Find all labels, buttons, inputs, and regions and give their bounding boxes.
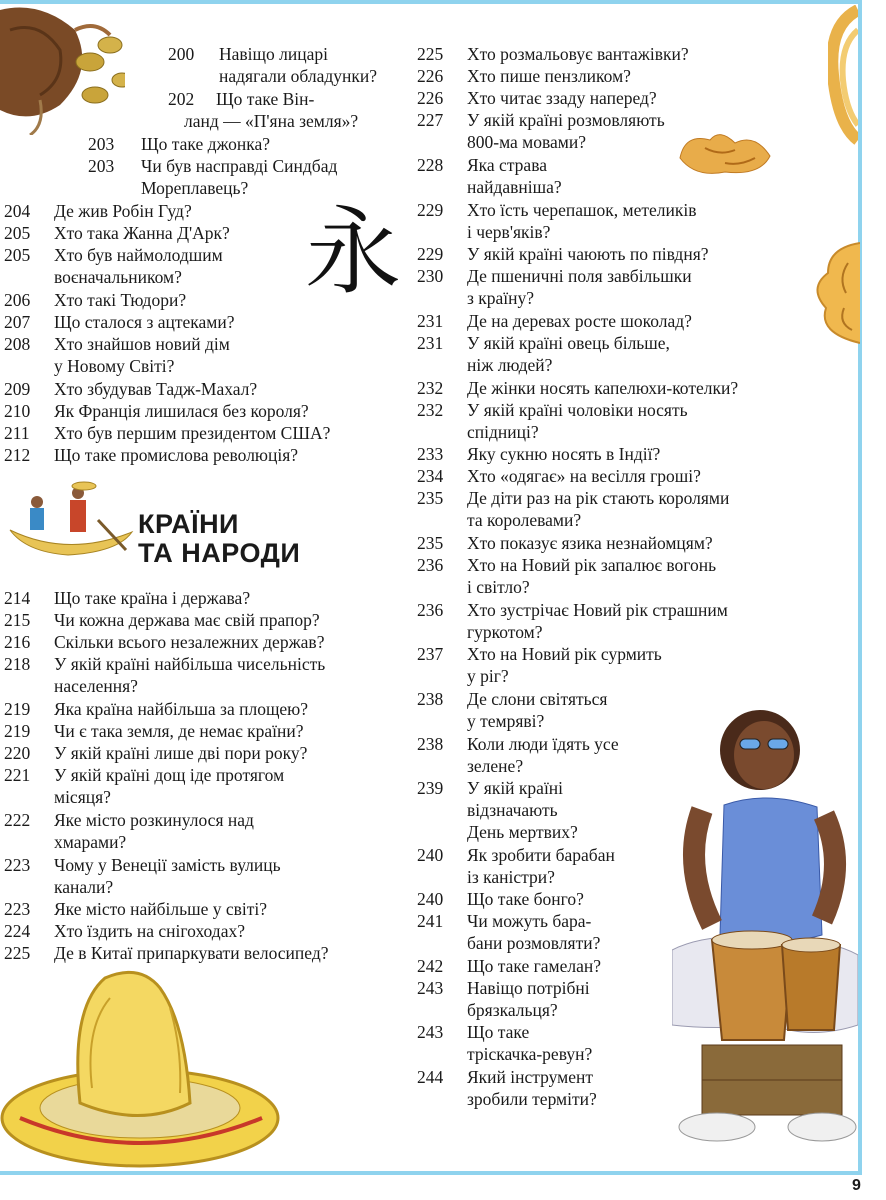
toc-page-number: 241	[417, 911, 444, 931]
toc-page-number: 203	[88, 134, 115, 154]
page-frame-bottom	[0, 1171, 862, 1175]
toc-page-number: 226	[417, 88, 444, 108]
toc-page-number: 229	[417, 200, 444, 220]
toc-page-number: 218	[4, 654, 31, 674]
toc-question: Хто «одягає» на весілля гроші?	[467, 466, 701, 486]
toc-question: У якій країні найбільша чисельність населення?	[54, 654, 326, 696]
toc-page-number: 210	[4, 401, 31, 421]
toc-page-number: 203	[88, 156, 115, 176]
toc-page-number: 240	[417, 889, 444, 909]
pasta-shells-illustration	[675, 128, 775, 180]
toc-question: Яка страва найдавніша?	[467, 155, 562, 197]
toc-question: Навіщо потрібні брязкальця?	[467, 978, 590, 1020]
toc-page-number: 219	[4, 721, 31, 741]
toc-question: Чи можуть бара- бани розмовляти?	[467, 911, 601, 953]
toc-question: У якій країні чоловіки носять спідниці?	[467, 400, 688, 442]
toc-page-number: 227	[417, 110, 444, 130]
toc-question: Коли люди їдять усе зелене?	[467, 734, 619, 776]
toc-page-number: 226	[417, 66, 444, 86]
toc-page-number: 230	[417, 266, 444, 286]
toc-page-number: 202	[168, 89, 195, 109]
toc-page-number: 211	[4, 423, 30, 443]
toc-question: У якій країні чаюють по півдня?	[467, 244, 709, 264]
toc-question: Що таке країна і держава?	[54, 588, 251, 608]
toc-page-number: 223	[4, 855, 31, 875]
toc-question: Чому у Венеції замість вулиць канали?	[54, 855, 281, 897]
toc-question: Де пшеничні поля завбільшки з країну?	[467, 266, 692, 308]
toc-page-number: 220	[4, 743, 31, 763]
toc-page-number: 215	[4, 610, 31, 630]
toc-question: Хто на Новий рік сурмить у ріг?	[467, 644, 662, 686]
toc-question: Навіщо лицарі надягали обладунки?	[219, 44, 378, 86]
toc-question: Чи був насправді Синдбад Мореплавець?	[141, 156, 338, 198]
toc-page-number: 242	[417, 956, 444, 976]
toc-question: Що сталося з ацтеками?	[54, 312, 235, 332]
toc-page-number: 224	[4, 921, 31, 941]
toc-page-number: 244	[417, 1067, 444, 1087]
toc-page-number: 206	[4, 290, 31, 310]
chinese-calligraphy-character: 永	[305, 196, 401, 308]
toc-question: Де в Китаї припаркувати велосипед?	[54, 943, 329, 963]
boat-people-illustration	[8, 480, 134, 560]
toc-page-number: 221	[4, 765, 31, 785]
coin-pouch-illustration	[0, 0, 125, 135]
toc-page-number: 216	[4, 632, 31, 652]
toc-page-number: 219	[4, 699, 31, 719]
toc-question: У якій країні відзначають День мертвих?	[467, 778, 578, 842]
toc-page-number: 204	[4, 201, 31, 221]
toc-question: Що таке промислова революція?	[54, 445, 299, 465]
toc-page-number: 212	[4, 445, 31, 465]
toc-page-number: 240	[417, 845, 444, 865]
toc-question: Де слони світяться у темряві?	[467, 689, 608, 731]
toc-page-number: 205	[4, 245, 31, 265]
toc-page-number: 243	[417, 978, 444, 998]
toc-page-number: 239	[417, 778, 444, 798]
toc-question: Хто збудував Тадж-Махал?	[54, 379, 258, 399]
toc-page-number: 229	[417, 244, 444, 264]
toc-question: У якій країні розмовляють 800-ма мовами?	[467, 110, 665, 152]
toc-question: Що таке бонго?	[467, 889, 584, 909]
page-frame-top	[0, 0, 862, 4]
toc-page-number: 214	[4, 588, 31, 608]
toc-question: Де жінки носять капелюхи-котелки?	[467, 378, 739, 398]
toc-page-number: 236	[417, 600, 444, 620]
page-frame-right	[858, 0, 862, 1175]
toc-page-number: 236	[417, 555, 444, 575]
toc-page-number: 228	[417, 155, 444, 175]
toc-question: Хто зустрічає Новий рік страшним гуркотом?	[467, 600, 728, 642]
toc-question: Що таке Він- ланд — «П'яна земля»?	[184, 89, 359, 131]
toc-question: Який інструмент зробили терміти?	[467, 1067, 597, 1109]
toc-question: Що таке тріскачка-ревун?	[467, 1022, 593, 1064]
toc-question: Що таке джонка?	[141, 134, 271, 154]
toc-question: У якій країні дощ іде протягом місяця?	[54, 765, 285, 807]
toc-question: Яку сукню носять в Індії?	[467, 444, 661, 464]
toc-page-number: 238	[417, 689, 444, 709]
toc-page-number: 231	[417, 333, 444, 353]
section-heading: КРАЇНИ ТА НАРОДИ	[138, 509, 301, 568]
toc-question: Хто показує язика незнайомцям?	[467, 533, 713, 553]
toc-page-number: 234	[417, 466, 444, 486]
toc-question: Як Франція лишилася без короля?	[54, 401, 309, 421]
toc-page-number: 235	[417, 533, 444, 553]
toc-page-number: 243	[417, 1022, 444, 1042]
toc-question: У якій країні лише дві пори року?	[54, 743, 308, 763]
toc-page-number: 232	[417, 378, 444, 398]
toc-question: Чи кожна держава має свій прапор?	[54, 610, 320, 630]
toc-question: Скільки всього незалежних держав?	[54, 632, 325, 652]
page-number: 9	[852, 1177, 861, 1194]
toc-question: Яке місто найбільше у світі?	[54, 899, 268, 919]
toc-question: Хто пише пензликом?	[467, 66, 631, 86]
toc-page-number: 207	[4, 312, 31, 332]
toc-page-number: 205	[4, 223, 31, 243]
toc-page-number: 208	[4, 334, 31, 354]
toc-question: Хто читає ззаду наперед?	[467, 88, 657, 108]
toc-page-number: 222	[4, 810, 31, 830]
toc-question: Яка країна найбільша за площею?	[54, 699, 309, 719]
toc-page-number: 232	[417, 400, 444, 420]
toc-page-number: 200	[168, 44, 195, 64]
drummer-illustration	[672, 695, 858, 1165]
toc-question: Де на деревах росте шоколад?	[467, 311, 692, 331]
toc-question: Що таке гамелан?	[467, 956, 602, 976]
toc-question: Хто такі Тюдори?	[54, 290, 187, 310]
toc-page-number: 237	[417, 644, 444, 664]
toc-question: Де діти раз на рік стають королями та королевами?	[467, 488, 730, 530]
toc-page-number: 225	[417, 44, 444, 64]
toc-question: Хто знайшов новий дім у Новому Світі?	[54, 334, 230, 376]
toc-question: Чи є така земля, де немає країни?	[54, 721, 304, 741]
toc-page-number: 223	[4, 899, 31, 919]
toc-question: Хто був наймолодшим воєначальником?	[54, 245, 223, 287]
toc-page-number: 225	[4, 943, 31, 963]
toc-question: Де жив Робін Гуд?	[54, 201, 192, 221]
toc-question: Яке місто розкинулося над хмарами?	[54, 810, 254, 852]
toc-question: Хто їздить на снігоходах?	[54, 921, 245, 941]
pasta-illustration-top	[828, 5, 858, 145]
pasta-illustration-right	[808, 238, 860, 348]
toc-page-number: 233	[417, 444, 444, 464]
toc-page-number: 235	[417, 488, 444, 508]
toc-question: Хто така Жанна Д'Арк?	[54, 223, 230, 243]
sombrero-illustration	[0, 968, 290, 1170]
toc-page-number: 209	[4, 379, 31, 399]
toc-page-number: 231	[417, 311, 444, 331]
toc-question: Хто на Новий рік запалює вогонь і світло?	[467, 555, 717, 597]
toc-question: Хто їсть черепашок, метеликів і черв'яків?	[467, 200, 697, 242]
toc-page-number: 238	[417, 734, 444, 754]
toc-question: Хто розмальовує вантажівки?	[467, 44, 689, 64]
toc-question: У якій країні овець більше, ніж людей?	[467, 333, 670, 375]
toc-question: Як зробити барабан із каністри?	[467, 845, 615, 887]
toc-question: Хто був першим президентом США?	[54, 423, 331, 443]
